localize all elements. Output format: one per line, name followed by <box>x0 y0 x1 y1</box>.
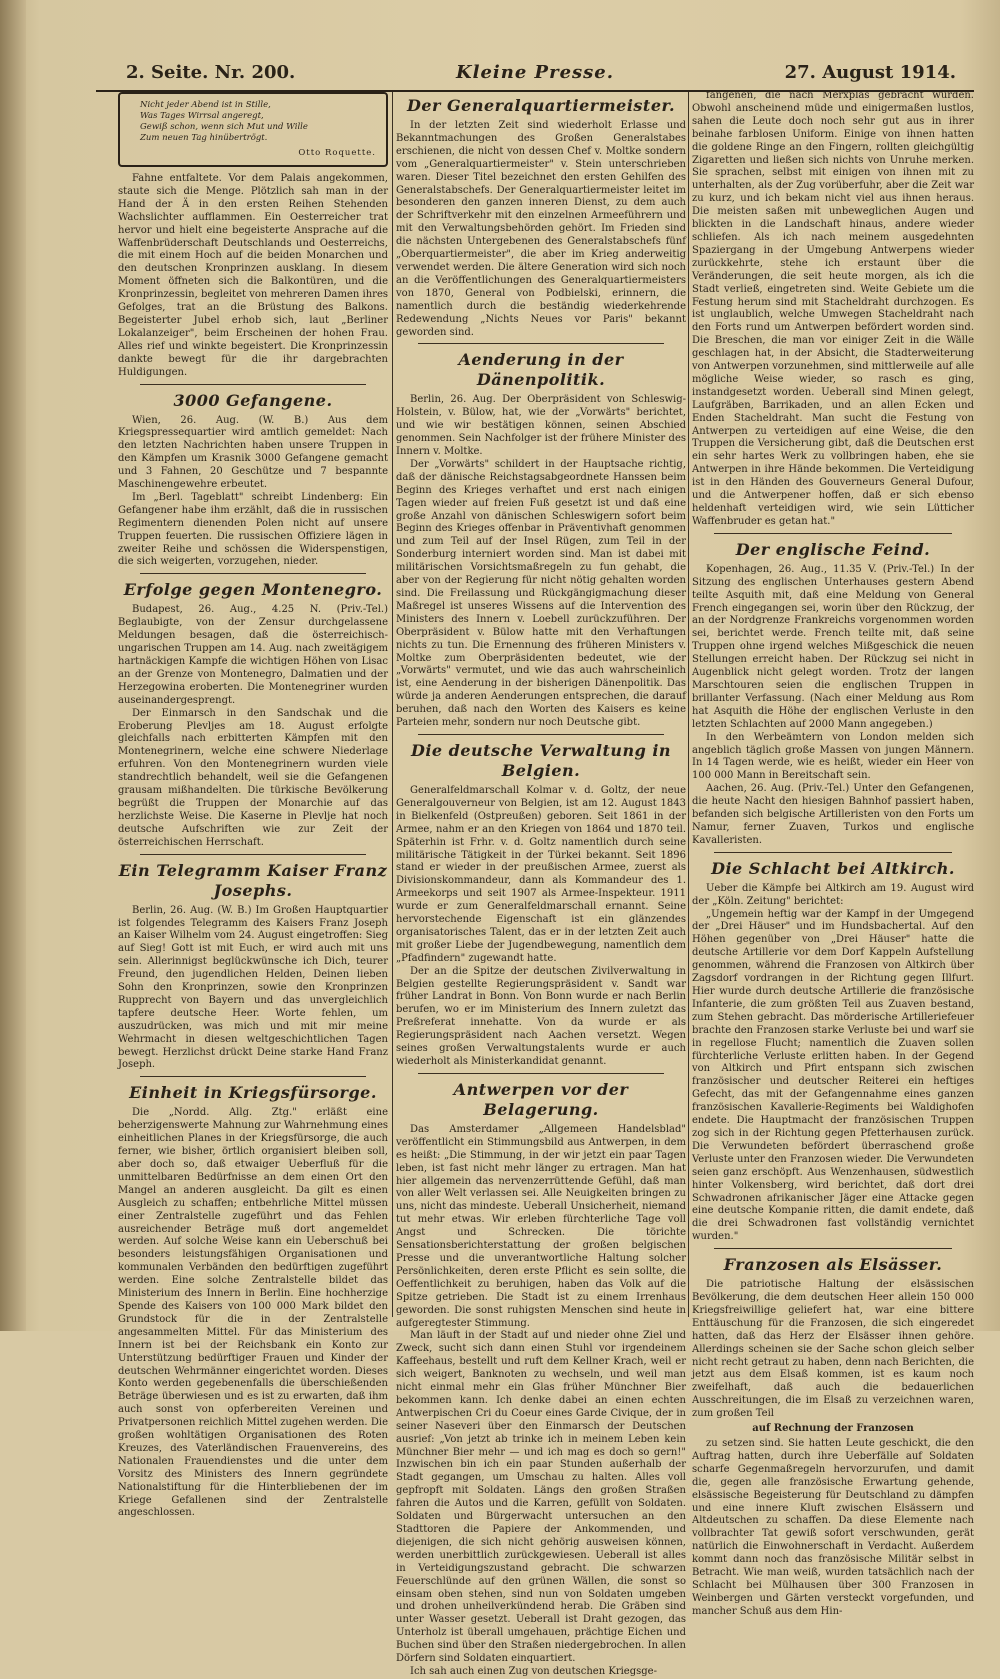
divider <box>714 533 952 534</box>
headline: Antwerpen vor der Belagerung. <box>453 1079 629 1119</box>
poem-line: Zum neuen Tag hinübertrögt. <box>140 133 268 143</box>
column-2 <box>396 90 686 1677</box>
divider <box>418 343 664 344</box>
divider <box>140 854 366 855</box>
divider <box>418 1073 664 1074</box>
column-rule <box>688 92 689 1317</box>
divider <box>714 852 952 853</box>
article-text: fangenen, die nach Merxplas gebracht wurden. Obwohl anscheinend müde und einigermaßen lustlos, sahen die Leute doch noch sehr gut aus in ihrer beinahe farblosen Uniform. Einige von ihnen hatten die goldene Ringe an den Fingern, rollten gleichgültig Zigaretten und ließen sich nichts von Unruhe merken. Sie sprachen, selbst mit einigen von ihnen mit zu unterhalten, als der Zug vorüberfuhr, aber die Zeit war zu kurz, und ich bekam nicht viel aus ihnen heraus. Die meisten saßen mit unbeweglichen Augen und blickten in die Landschaft hinaus, andere wieder schliefen. Als ich nach meinem ausgedehnten Spaziergang in der Umgebung Antwerpens wieder zurückkehrte, stehe ich erstaunt über die Veränderungen, die seit heute morgen, als ich die Stadt verließ, eingetreten sind. Weite Gebiete um die Festung herum sind mit Stacheldraht durchzogen. Es ist unglaublich, welche Umwegen Stacheldraht nach den Forts rund um Antwerpen befördert worden sind. Die Breschen, die man vor einiger Zeit in die Wälle geschlagen hat, in der Absicht, die Stadterweiterung von Antwerpen vorzunehmen, sind mittlerweile auf alle mögliche Weise wieder, so rasch es ging, instandgesetzt worden. Ueberall sind Minen gelegt, Laufgräben, Barrikaden, und an allen Ecken und Enden Stacheldraht. Man sucht die Festung von Antwerpen zu verteidigen auf eine Weise, die den Truppen die Versicherung gibt, daß die Deutschen erst ein sehr hartes Werk zu vollbringen haben, ehe sie Antwerpen in ihre Hände bekommen. Die Verteidigung ist in den Händen des Gouverneurs General Dufour, und die Antwerpener hoffen, daß er sich ebenso heldenhaft verteidigen wird, wie sein Lütticher Waffenbruder es getan hat." <box>692 90 974 527</box>
headline: Einheit in Kriegsfürsorge. <box>129 1083 377 1103</box>
article-text: Der an die Spitze der deutschen Zivilverwaltung in Belgien gestellte Regierungspräsident v. Sandt war früher Landrat in Bonn. Von Bonn wurde er nach Berlin berufen, wo er im Ministerium des Innern zuletzt das Preßreferat innehatte. Von da wurde er als Regierungspräsident nach Aachen versetzt. Wegen seines großen Verwaltungstalents wurde er auch wiederholt als Ministerkandidat genannt. <box>396 965 686 1067</box>
divider <box>140 384 366 385</box>
article-text: Die patriotische Haltung der elsässischen Bevölkerung, die dem deutschen Heer allein 150 000 Kriegsfreiwillige geliefert hat, war eine bittere Enttäuschung für die Franzosen, die sich eingeredet hatten, daß das Herz der Elsässer ihnen gehöre. Allerdings scheinen sie der Sache schon gleich selber nicht recht getraut zu haben, denn nach Berichten, die jetzt aus dem Elsaß kommen, ist es kaum noch zweifelhaft, daß auch die bedauerlichen Ausschreitungen, die im Elsaß zu verzeichnen waren, zum großen Teil <box>692 1279 974 1420</box>
article-text: Budapest, 26. Aug., 4.25 N. (Priv.-Tel.) Beglaubigte, von der Zensur durchgelassene Meldungen besagen, daß die österreichisch-ungarischen Truppen am 14. Aug. nach zweitägigem hartnäckigen Kampfe die wichtigen Höhen von Lisac an der Grenze von Montenegro, Dalmatien und der Herzegowina eroberten. Die Montenegriner wurden auseinandergesprengt. <box>118 604 388 706</box>
article-text: Der Einmarsch in den Sandschak und die Eroberung Plevljes am 18. August erfolgte gleichfalls nach erbitterten Kämpfen mit den Montenegrinern, welche eine schwere Niederlage erfuhren. Von den Montenegrinern wurden viele standrechtlich behandelt, weil sie die Gefangenen grausam mißhandelten. Die türkische Bevölkerung begrüßt die Truppen der Monarchie auf das herzlichste Weise. Die Kaserne in Plevlje hat noch deutsche Aufschriften wie zur Zeit der österreichischen Herrschaft. <box>118 707 388 848</box>
poem-author: Otto Roquette. <box>298 148 376 158</box>
article-text: Ueber die Kämpfe bei Altkirch am 19. August wird der „Köln. Zeitung" berichtet: <box>692 882 974 907</box>
article-text: Das Amsterdamer „Allgemeen Handelsblad" veröffentlicht ein Stimmungsbild aus Antwerpen, in dem es heißt: „Die Stimmung, in der wir jetzt ein paar Tagen leben, ist fast nicht mehr länger zu ertragen. Man hat hier allgemein das nervenzerrüttende Gefühl, daß man von aller Welt verlassen sei. Alle Neuigkeiten bringen zu uns, nicht das mindeste. Ueberall Unsicherheit, niemand tut mehr etwas. Wir erleben fürchterliche Tage voll Angst und Schrecken. Die törichte Sensationsberichterstattung der großen belgischen Presse und die unverantwortliche Haltung solcher Persönlichkeiten, deren erste Pflicht es sein sollte, die Oeffentlichkeit zu beruhigen, haben das Volk auf die Spitze getrieben. Die Stadt ist zu einem Irrenhaus geworden. Die sonst ruhigsten Menschen sind heute in aufgeregtester Stimmung. <box>396 1123 686 1329</box>
article-text: Kopenhagen, 26. Aug., 11.35 V. (Priv.-Tel.) In der Sitzung des englischen Unterhauses gestern Abend teilte Asquith mit, daß eine Meldung von General French eingegangen sei, worin über den Rückzug, der an der Nordgrenze Frankreichs vorgenommen worden sei, berichtet werde. French teilte mit, daß seine Truppen ohne irgend welches Mißgeschick die neuen Stellungen erreicht haben. Der Rückzug sei nicht in Augenblick nicht gelegt worden. Trotz der langen Marschtouren seien die englischen Truppen in brillanter Verfassung. (Nach einer Meldung aus Rom hat Asquith die Höhe der englischen Verluste in den letzten Schlachten auf 2000 Mann angegeben.) <box>692 563 974 730</box>
article-text: In der letzten Zeit sind wiederholt Erlasse und Bekanntmachungen des Großen Generalstabes erschienen, die nicht von dessen Chef v. Moltke sondern vom „Generalquartiermeister" v. Stein unterschrieben waren. Dieser Titel bezeichnet den ersten Gehilfen des Generalstabschefs. Der Generalquartiermeister leitet im besonderen den ganzen inneren Dienst, zu dem auch der Schriftverkehr mit den einzelnen Armeeführern und mit den Verwaltungsbehörden gehört. Im Frieden sind die nächsten Untergebenen des Generalstabschefs fünf „Oberquartiermeister", die aber im Krieg anderweitig verwendet werden. Die ältere Generation wird sich noch an die Veröffentlichungen des Generalquartiermeisters von 1870, General von Podbielski, erinnern, die namentlich durch die beständig wiederkehrende Redewendung „Nichts Neues vor Paris" bekannt geworden sind. <box>396 120 686 338</box>
article-text: Die „Nordd. Allg. Ztg." erläßt eine beherzigenswerte Mahnung zur Wahrnehmung eines einheitlichen Planes in der Kriegsfürsorge, die auch ferner, wie bisher, örtlich organisiert bleiben soll, aber doch so, daß etwaiger Ueberfluß für die unmittelbaren Bedürfnisse an dem einen Ort den Mangel an anderen ausgleicht. Da gilt es einen Ausgleich zu schaffen; entbehrliche Mittel müssen einer Zentralstelle zugeführt und das Fehlen ausreichender Beträge muß dort angemeldet werden. Auf solche Weise kann ein Ueberschuß bei besonders leistungsfähigen Organisationen und kommunalen Verbänden den bedürftigen zugeführt werden. Eine solche Zentralstelle bildet das Ministerium des Innern in Berlin. Eine hochherzige Spende des Kaisers von 100 000 Mark bildet den Grundstock für die in der Zentralstelle angesammelten Mittel. Für das Ministerium des Innern ist bei der Reichsbank ein Konto zur Unterstützung bedürftiger Frauen und Kinder der deutschen Wehrmänner eingerichtet worden. Dieses Konto werden gegebenenfalls die überschießenden Beträge überwiesen und es ist zu erwarten, daß ihm auch sonst von opferbereiten Vereinen und Privatpersonen reichlich Mittel zugehen werden. Die großen wohltätigen Organisationen des Roten Kreuzes, des Vaterländischen Frauenvereins, des Nationalen Frauendienstes und die unter dem Vorsitz des Ministers des Innern gegründete Nationalstiftung für die Hinterbliebenen der im Kriege Gefallenen sind der Zentralstelle angeschlossen. <box>118 1107 388 1519</box>
headline: Franzosen als Elsässer. <box>723 1255 943 1275</box>
headline: Der Generalquartiermeister. <box>406 96 676 115</box>
column-3 <box>692 90 974 1617</box>
column-1 <box>118 90 388 1519</box>
headline: Ein Telegramm Kaiser Franz Josephs. <box>118 860 388 900</box>
poem-box <box>118 92 388 167</box>
subheading: auf Rechnung der Franzosen <box>752 1423 914 1435</box>
poem-line: Nicht jeder Abend ist in Stille, <box>140 100 271 110</box>
article-text: „Ungemein heftig war der Kampf in der Umgegend der „Drei Häuser" und im Hundsbachertal. Auf den Höhen gegenüber von „Drei Häuser" hatte die deutsche Artillerie vor dem Dorf Kappeln Aufstellung genommen, während die Franzosen von Altkirch über Zagsdorf vordrangen in der Richtung gegen Illfurt. Hier wurde durch deutsche Artillerie die französische Infanterie, die zum größten Teil aus Zuaven bestand, zum Stehen gebracht. Das mörderische Artilleriefeuer brachte den Franzosen starke Verluste bei und warf sie in regellose Flucht; namentlich die Zuaven sollen fürchterliche Verluste erlitten haben. In der Gegend von Altkirch und Pfirt entspann sich zwischen französischer und deutscher Reiterei ein heftiges Gefecht, das mit der Gefangennahme eines ganzen französischen Kavallerie-Regiments bei Waldighofen endete. Die Hauptmacht der französischen Truppen zog sich in der Richtung gegen Pfetterhausen zurück. Die Verwundeten befördert überraschend große Verluste unter den Franzosen wieder. Die Verwundeten seien ganz erschöpft. Aus Wenzenhausen, südwestlich hinter Volkensberg, wird berichtet, daß dort drei Schwadronen afrikanischer Jäger eine Attacke gegen eine deutsche Kompanie ritten, die damit endete, daß die drei Schwadronen fast vollständig vernichtet wurden." <box>692 908 974 1243</box>
article-text: Wien, 26. Aug. (W. B.) Aus dem Kriegspressequartier wird amtlich gemeldet: Nach den letzten Nachrichten haben unsere Truppen in den Kämpfen um Krasnik 3000 Gefangene gemacht und 3 Fahnen, 20 Geschütze und 7 bespannte Maschinengewehre erbeutet. <box>118 414 388 491</box>
article-text: Fahne entfaltete. Vor dem Palais angekommen, staute sich die Menge. Plötzlich sah man in der Hand der Ä in den ersten Reihen Stehenden Wachslichter aufflammen. Ein Oesterreicher trat hervor und hielt eine begeisterte Ansprache auf die Waffenbrüderschaft Deutschlands und Oesterreichs, die mit einem Hoch auf die beiden Monarchen und den deutschen Kronprinzen ausklang. In diesem Moment öffneten sich die Balkontüren, und die Kronprinzessin, begleitet von mehreren Damen ihres Gefolges, trat an die Brüstung des Balkons. Begeisterter Jubel erhob sich, laut „Berliner Lokalanzeiger", beim Erscheinen der hohen Frau. Alles rief und winkte begeistert. Die Kronprinzessin dankte bewegt für die ihr dargebrachten Huldigungen. <box>118 173 388 378</box>
headline: Die deutsche Verwaltung in Belgien. <box>410 740 672 780</box>
poem-line: Gewiß schon, wenn sich Mut und Wille <box>140 122 308 132</box>
article-text: In den Werbeämtern von London melden sich angeblich täglich große Massen von jungen Männern. In 14 Tagen werde, wie es heißt, wieder ein Heer von 100 000 Mann in Bereitschaft sein. <box>692 731 974 782</box>
masthead-title: Kleine Presse. <box>455 62 615 83</box>
headline: Die Schlacht bei Altkirch. <box>711 858 955 878</box>
article-text: Ich sah auch einen Zug von deutschen Kriegsge- <box>410 1665 657 1677</box>
article-text: Man läuft in der Stadt auf und nieder ohne Ziel und Zweck, sucht sich dann einen Stuhl vor irgendeinem Kaffeehaus, bestellt und ruft dem Kellner Krach, weil er sich weigert, Banknoten zu wechseln, und weil man nicht einmal mehr ein Glas früher Münchner Bier bekommen kann. Ich denke dabei an einen echten Antwerpischen Cri du Coeur eines Garde Civique, der in seiner Naseveri über den Einmarsch der Deutschen ausrief: „Von jetzt ab trinke ich in meinem Leben kein Münchner Bier mehr — und ich mag es doch so gern!" Inzwischen bin ich ein paar Stunden außerhalb der Stadt gegangen, um Umschau zu halten. Alles voll gepfropft mit Soldaten. Längs den großen Straßen fahren die Autos und die Karren, gefüllt von Soldaten. Soldaten und Bürgerwacht untersuchen an den Stadttoren die Papiere der Ankommenden, und diejenigen, die sich nicht gehörig ausweisen können, werden unerbittlich zurückgewiesen. Ueberall ist alles in Verteidigungszustand gebracht. Die schwarzen Feuerschlünde auf den grünen Wällen, die sonst so einsam oben stehen, sind nun von Soldaten umgeben und drohen unheilverkündend herab. Die Gräben sind unter Wasser gesetzt. Ueberall ist Draht gezogen, das Unterholz ist überall umgehauen, prächtige Eichen und Buchen sind über den Straßen niedergebrochen. In allen Dörfern sind Soldaten einquartiert. <box>396 1330 686 1665</box>
divider <box>714 1248 952 1249</box>
article-text: Berlin, 26. Aug. Der Oberpräsident von Schleswig-Holstein, v. Bülow, hat, wie der „Vorwärts" berichtet, und wie wir bestätigen können, seinen Abschied genommen. Sein Nachfolger ist der frühere Minister des Innern v. Moltke. <box>396 394 686 458</box>
poem-line: Was Tages Wirrsal angeregt, <box>140 111 264 121</box>
headline: Aenderung in der Dänenpolitik. <box>458 350 624 390</box>
article-text: Aachen, 26. Aug. (Priv.-Tel.) Unter den Gefangenen, die heute Nacht den hiesigen Bahnhof passiert haben, befanden sich belgische Artilleristen von den Forts um Namur, ferner Zuaven, Turkos und englische Kavalleristen. <box>692 783 974 846</box>
page-number: 2. Seite. Nr. 200. <box>126 62 296 83</box>
article-text: Berlin, 26. Aug. (W. B.) Im Großen Hauptquartier ist folgendes Telegramm des Kaisers Franz Joseph an Kaiser Wilhelm vom 24. August eingetroffen: Sieg auf Sieg! Gott ist mit Euch, er wird auch mit uns sein. Allerinnigst beglückwünsche ich Dich, teurer Freund, den jugendlichen Helden, Deinen lieben Sohn den Kronprinzen, sowie den Kronprinzen Rupprecht von Bayern und das unvergleichlich tapfere deutsche Heer. Worte fehlen, um auszudrücken, was mich und mit mir meine Wehrmacht in diesen weltgeschichtlichen Tagen bewegt. Herzlichst drückt Deine starke Hand Franz Joseph. <box>118 904 388 1071</box>
headline: Erfolge gegen Montenegro. <box>123 580 383 600</box>
article-text: Generalfeldmarschall Kolmar v. d. Goltz, der neue Generalgouverneur von Belgien, ist am 12. August 1843 in Bielkenfeld (Ostpreußen) geboren. Seit 1861 in der Armee, nahm er an den Kriegen von 1864 und 1870 teil. Späterhin ist Frhr. v. d. Goltz namentlich durch seine militärische Tätigkeit in der Türkei bekannt. Seit 1896 stand er wieder in der preußischen Armee, zuerst als Divisionskommandeur, dann als Kommandeur des 1. Armeekorps und seit 1907 als Armee-Inspekteur. 1911 wurde er zum Generalfeldmarschall ernannt. Seine hervorstechende Eigenschaft ist ein glänzendes organisatorisches Talent, das er in der letzten Zeit auch mit großer Liebe der Jugendbewegung, namentlich dem „Pfadfindern" zugewandt hatte. <box>396 784 686 964</box>
divider <box>418 734 664 735</box>
headline: 3000 Gefangene. <box>173 390 333 410</box>
article-text: zu setzen sind. Sie hatten Leute geschickt, die den Auftrag hatten, durch ihre Ueberfälle auf Soldaten scharfe Gegenmaßregeln hervorzurufen, und damit die, gegen alle französische Erwartung gehende, elsässische Begeisterung für Deutschland zu dämpfen und eine innere Kluft zwischen Elsässern und Altdeutschen zu schaffen. Da diese Elemente nach vollbrachter Tat gewiß sofort verschwunden, gerät natürlich die Einwohnerschaft in Verdacht. Außerdem kommt dann noch das französische Militär selbst in Betracht. Wie man weiß, wurden tatsächlich nach der Schlacht bei Mülhausen über 300 Franzosen in Weinbergen und Gärten versteckt vorgefunden, und mancher Schuß aus dem Hin- <box>692 1438 974 1617</box>
article-text: Der „Vorwärts" schildert in der Hauptsache richtig, daß der dänische Reichstagsabgeordnete Hanssen beim Beginn des Krieges verhaftet und erst nach einigen Tagen wieder auf freien Fuß gesetzt ist und daß eine große Anzahl von dänischen Schleswigern sofort beim Beginn des Krieges offenbar in Präventivhaft genommen und zum Teil auf der Insel Rügen, zum Teil in der Sonderburg interniert worden sind. Man ist dabei mit militärischen Vorsichtsmaßregeln zu fun gehabt, die aber von der Regierung für nicht nötig gehalten worden sind. Die Freilassung und Rückgängigmachung dieser Maßregel ist unseres Wissens auf die Intervention des Ministers des Innern v. Loebell zurückzuführen. Der Oberpräsident v. Bülow hatte mit den Verhaftungen nichts zu tun. Die Ernennung des früheren Ministers v. Moltke zum Oberpräsidenten bedeutet, wie der „Vorwärts" vermutet, und wie das auch wahrscheinlich ist, eine Aenderung in der bisherigen Dänenpolitik. Das würde ja anderen Aenderungen entsprechen, die darauf beruhen, daß nach den Worten des Kaisers es keine Parteien mehr, sondern nur noch Deutsche gibt. <box>396 458 686 729</box>
article-text: Im „Berl. Tageblatt" schreibt Lindenberg: Ein Gefangener habe ihm erzählt, daß die in russischen Regimentern dienenden Polen nicht auf unsere Truppen feuerten. Die russischen Offiziere lägen in zweiter Reihe und schössen die Widerspenstigen, die sich weigerten, vorzugehen, nieder. <box>118 491 388 568</box>
divider <box>140 573 366 574</box>
issue-date: 27. August 1914. <box>784 62 956 83</box>
headline: Der englische Feind. <box>735 539 931 559</box>
divider <box>140 1076 366 1077</box>
page-header <box>96 60 974 92</box>
column-rule <box>392 92 393 1317</box>
